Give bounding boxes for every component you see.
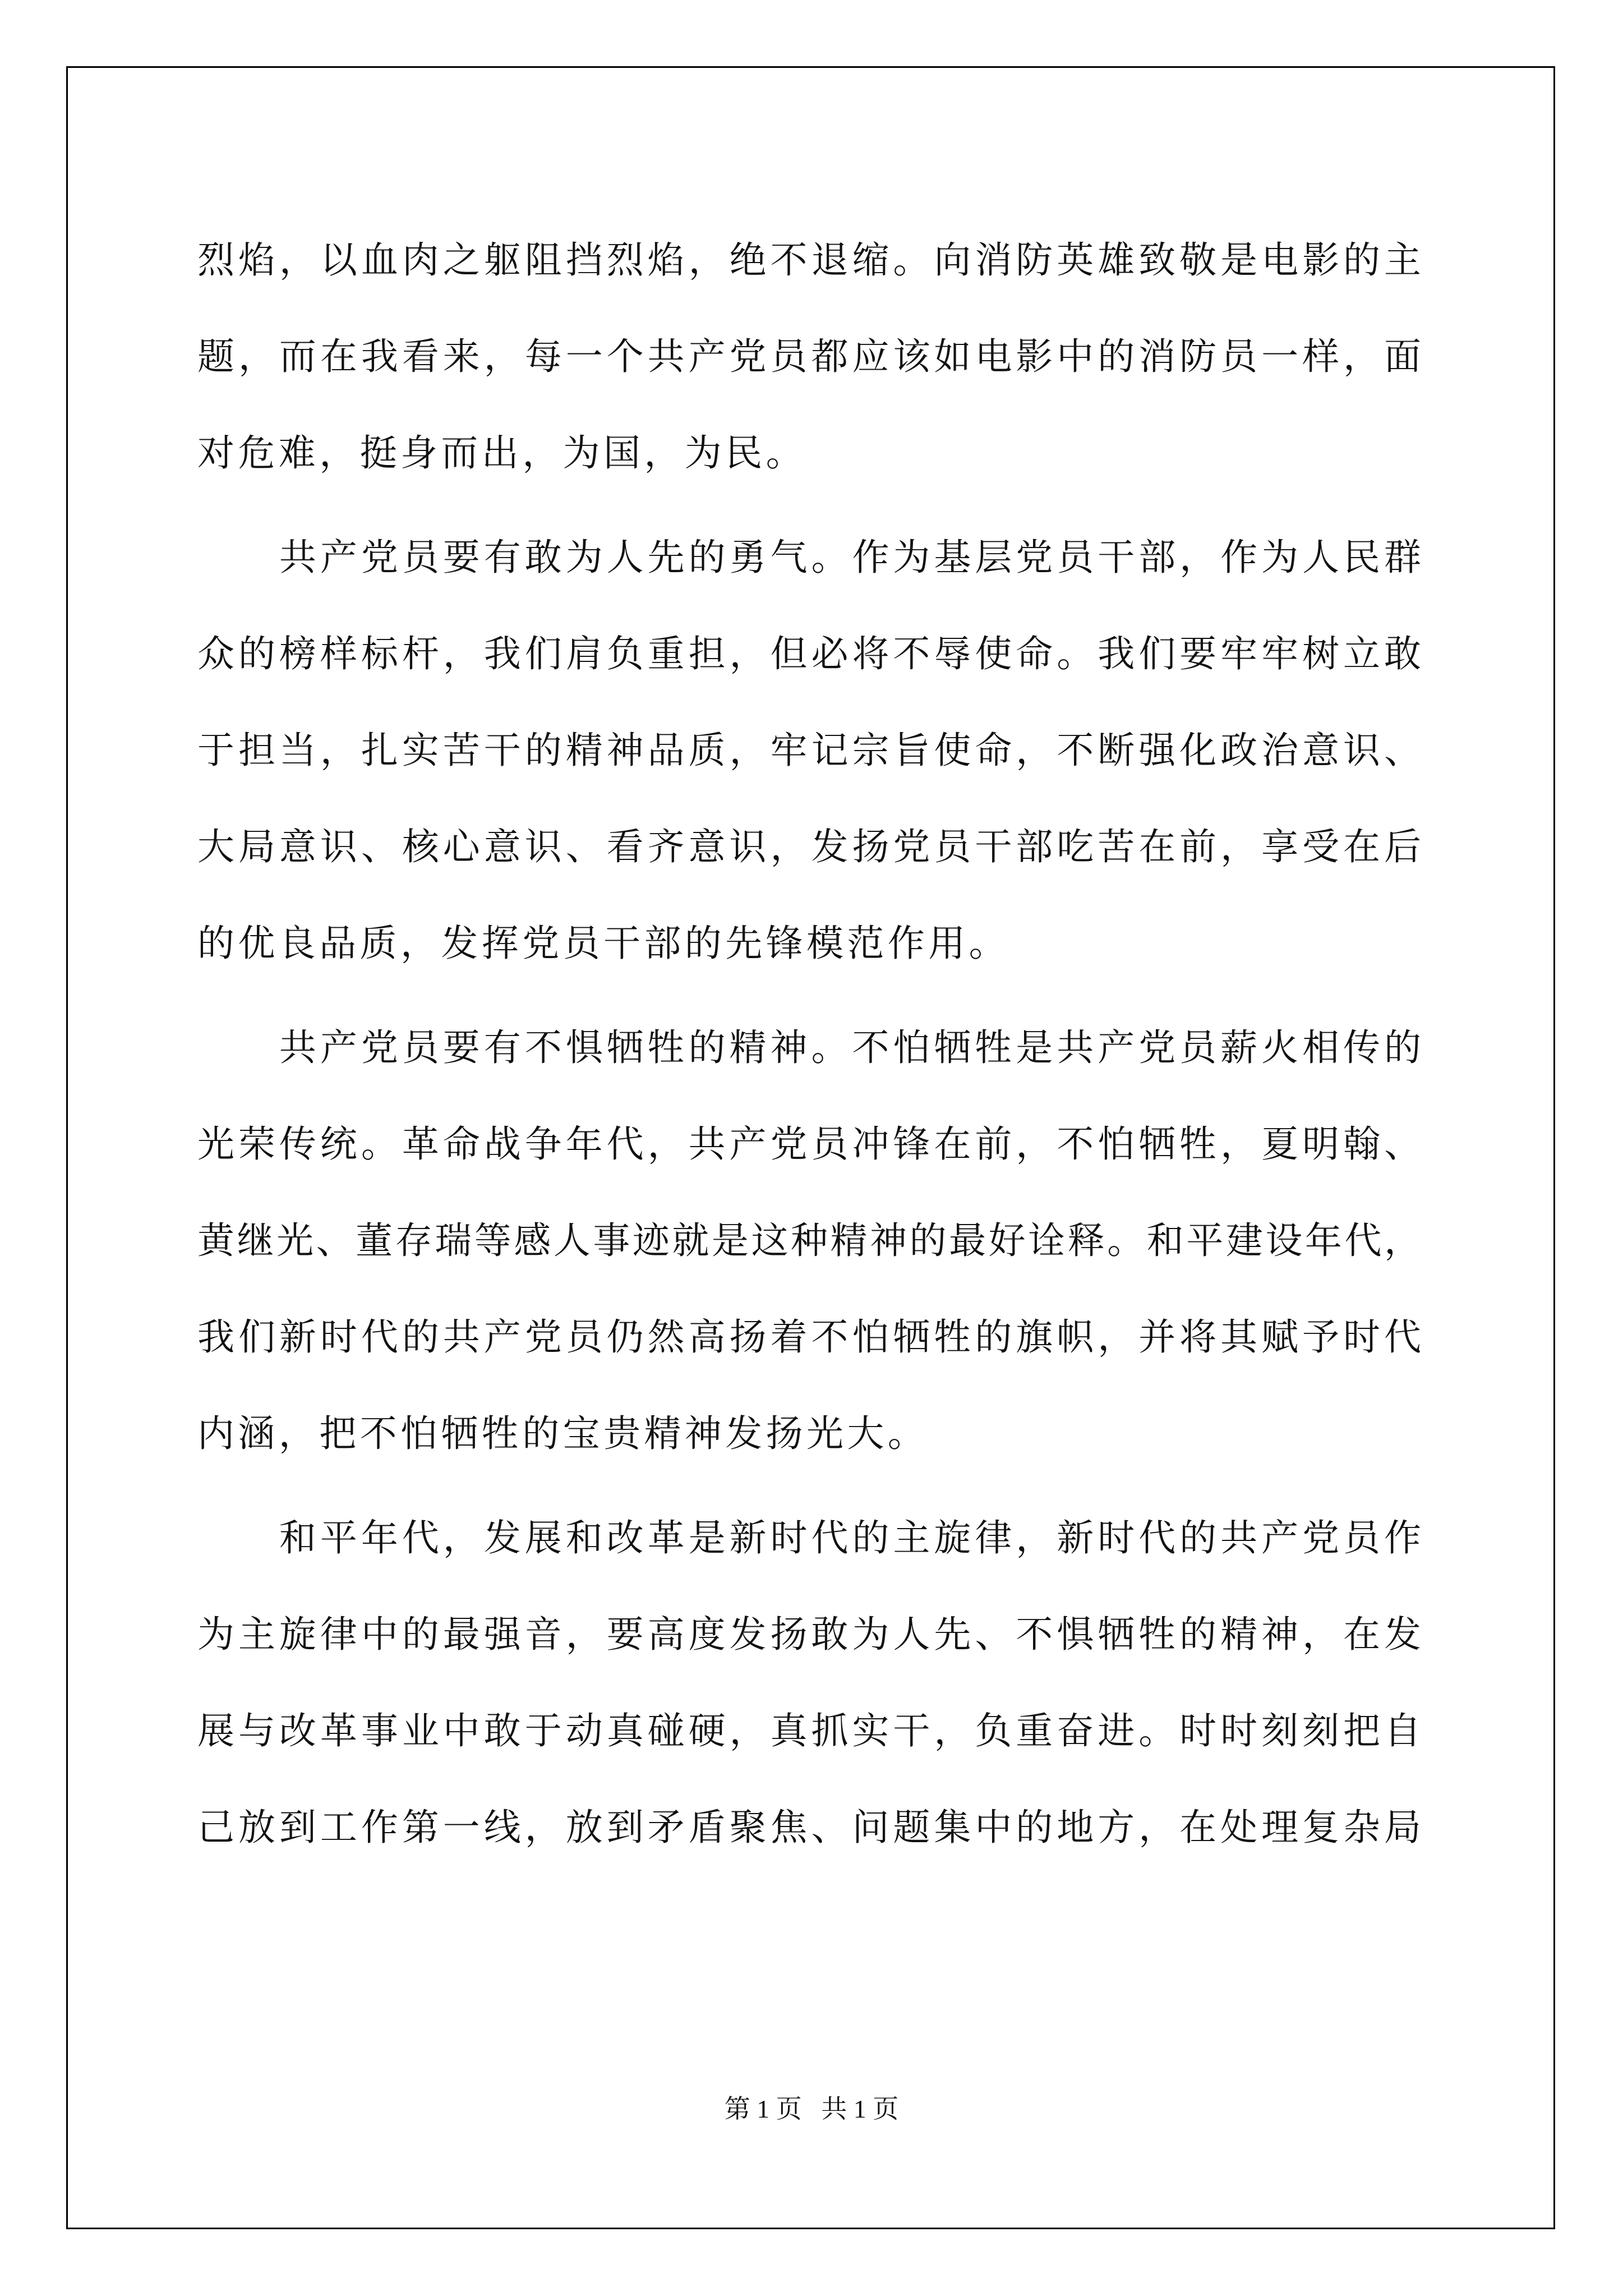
text-line: 共产党员要有不惧牺牲的精神。不怕牺牲是共产党员薪火相传的 [197, 1026, 1421, 1069]
page-footer [0, 2092, 1623, 2126]
text-line: 烈焰，以血肉之躯阻挡烈焰，绝不退缩。向消防英雄致敬是电影的主 [197, 238, 1421, 282]
text-line: 我们新时代的共产党员仍然高扬着不怕牺牲的旗帜，并将其赋予时代 [197, 1315, 1421, 1359]
text-line: 共产党员要有敢为人先的勇气。作为基层党员干部，作为人民群 [197, 536, 1421, 579]
text-line: 和平年代，发展和改革是新时代的主旋律，新时代的共产党员作 [197, 1516, 1421, 1559]
text-line: 众的榜样标杆，我们肩负重担，但必将不辱使命。我们要牢牢树立敢 [197, 632, 1421, 675]
text-line: 为主旋律中的最强音，要高度发扬敢为人先、不惧牺牲的精神，在发 [197, 1613, 1421, 1656]
text-line: 内涵，把不怕牺牲的宝贵精神发扬光大。 [197, 1412, 929, 1455]
text-line: 光荣传统。革命战争年代，共产党员冲锋在前，不怕牺牲，夏明翰、 [197, 1122, 1421, 1166]
text-line: 己放到工作第一线，放到矛盾聚焦、问题集中的地方，在处理复杂局 [197, 1806, 1421, 1849]
text-line: 大局意识、核心意识、看齐意识，发扬党员干部吃苦在前，享受在后 [197, 825, 1421, 868]
text-line: 题，而在我看来，每一个共产党员都应该如电影中的消防员一样，面 [197, 335, 1421, 378]
text-line: 展与改革事业中敢于动真碰硬，真抓实干，负重奋进。时时刻刻把自 [197, 1709, 1421, 1752]
page-number-total: 共 1 页 [821, 2095, 899, 2123]
text-line: 于担当，扎实苦干的精神品质，牢记宗旨使命，不断强化政治意识、 [197, 729, 1421, 772]
document-body [197, 212, 1421, 1876]
text-line: 对危难，挺身而出，为国，为民。 [197, 431, 806, 475]
text-line: 的优良品质，发挥党员干部的先锋模范作用。 [197, 922, 1009, 965]
text-line: 黄继光、董存瑞等感人事迹就是这种精神的最好诠释。和平建设年代， [197, 1219, 1421, 1262]
page-number-current: 第 1 页 [724, 2095, 802, 2123]
